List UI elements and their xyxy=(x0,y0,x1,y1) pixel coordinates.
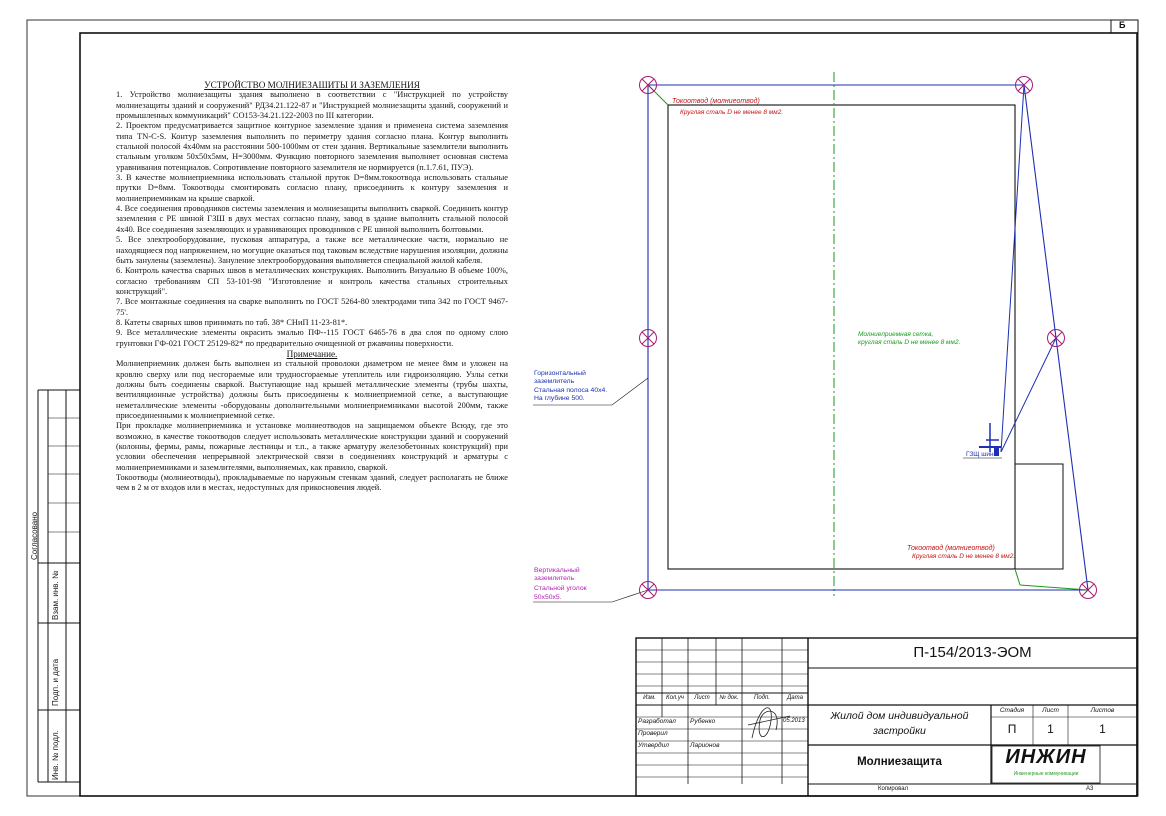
note-paragraph: 7. Все монтажные соединения на сварке выполнить по ГОСТ 5264-80 электродами типа 342 по ГОСТ 9467-75'. xyxy=(116,297,508,317)
label-steel-top: Круглая сталь D не менее 8 мм2. xyxy=(680,109,784,116)
header-sign: Подп. xyxy=(754,695,770,701)
copied-label: Копировал xyxy=(878,786,909,792)
note-paragraph: 5. Все электрооборудование, пусковая аппаратура, а также все металлические части, нормально не находящиеся под напряжением, но могущие оказаться под таковым вследствие нарушения изоляции, должны быть занулены (заземлены). Зануление электрооборудования выполняется специальной жилой кабеля. xyxy=(116,235,508,265)
note-paragraph: 4. Все соединения проводников системы заземления и молниезащиты выполнить сваркой. Соединить контур заземления с РЕ шиной ГЗШ в двух местах согласно плану, завод в здание выполнить стальной полосой 4х40. Все соединения заземляющих и уравнивающих проводников с РЕ шиной выполнить болтовыми. xyxy=(116,204,508,234)
note-paragraph: 3. В качестве молниеприемника использовать стальной пруток D=8мм.токоотвода использовать стальные прутки D=8мм. Токоотводы смонтировать согласно плану, присоединить к контуру заземления и молниеприемникам на крыше сваркой. xyxy=(116,173,508,203)
label-mesh-1: Молниеприемная сетка, xyxy=(858,331,934,338)
notes-title: УСТРОЙСТВО МОЛНИЕЗАШИТЫ И ЗАЗЕМЛЕНИЯ xyxy=(204,80,420,90)
company-logo: ИНЖИН xyxy=(1005,746,1087,768)
note-paragraph: 8. Катеты сварных швов принимать по таб. 38* СНиП 11-23-81*. xyxy=(116,317,348,327)
name-approved: Ларионов xyxy=(690,742,720,749)
date-mark: 05.2013 xyxy=(783,718,805,724)
stage-header: Стадия xyxy=(999,707,1025,714)
side-label-sign-date: Подп. и дата xyxy=(51,658,60,706)
header-date: Дата xyxy=(787,695,803,701)
note-paragraph: 1. Устройство молниезащиты здания выполнено в соответствии с "Инструкцией по устройству молниезащиты зданий и сооружений" РД34.21.122-87 и "Инструкцией молниезащиты зданий, сооружений и промышленных коммуникаций" СО153-34.21.122-2003 по III категории. xyxy=(116,90,508,121)
label-horiz-4: На глубине 500. xyxy=(534,395,585,402)
label-vert-1: Вертикальный xyxy=(534,567,580,574)
role-approved: Утвердил xyxy=(638,742,669,749)
rod-mr xyxy=(1048,330,1065,347)
grounding-plan xyxy=(533,72,1097,602)
remark-paragraph: При прокладке молниеприемника и установке молниеотводов на защищаемом объекте Всюду, где это возможно, в качестве токоотводов следует использовать металлические конструкции зданий и сооружений (колонны, фермы, рамы, пожарные лестницы и т.п., а также арматуру железобетонных конструкций) при условии обеспечения непрерывной электрической связи в соединениях конструкций и арматуры с молниеприемниками и заземлителями, выполняемых, как правило, сваркой. xyxy=(116,421,508,472)
sheet-header: Лист xyxy=(1042,707,1059,714)
header-list: Лист xyxy=(694,695,710,701)
document-code: П-154/2013-ЭОМ xyxy=(913,644,1032,661)
company-logo-subtitle: Инженерные коммуникации xyxy=(1013,771,1079,777)
label-gzsh: ГЗЩ шина xyxy=(966,451,998,458)
tokootvod-bottom-link-2 xyxy=(1020,585,1088,590)
tokootvod-bottom-link xyxy=(1015,569,1020,585)
sheet-corner-mark: Б xyxy=(1119,20,1126,30)
sheets-header: Листов xyxy=(1090,707,1115,714)
label-horiz-2: заземлитель xyxy=(534,378,575,385)
name-developed: Рубенко xyxy=(690,718,716,725)
object-name-line-2: застройки xyxy=(873,725,926,737)
label-tokootvod-bottom: Токоотвод (молниеотвод) xyxy=(907,545,995,552)
notes-column xyxy=(116,80,508,494)
role-checked: Проверил xyxy=(638,730,668,737)
contour-branch-2 xyxy=(1001,338,1056,452)
note-paragraph: 2. Проектом предусматривается защитное контурное заземление здания и применена система заземления типа TN-C-S. Контур заземления выполнить по периметру здания согласно плана. Контур выполнить стальной полосой 4х40мм на расстоянии 500-1000мм от стен здания. Вертикальные заземлители выполнить стальным уголком 50х50х5мм, H=3000мм. Функцию повторного заземления выполняет основная система уравнивания потенциалов. Сопротивление повторного заземлителя не нормируется (п.1.7.61, ПУЭ). xyxy=(116,121,508,172)
remark-paragraph: Молниеприемник должен быть выполнен из стальной проволоки диаметром не менее 8мм и уложен на кровлю сверху или под несгораемые или трудносгораемые утеплитель или гидроизоляцию. Узлы сетки должны быть соединены сваркой. Выступающие над крышей металлические элементы (трубы шахты, вентиляционные устройства) должны быть присоединены к молниеприемной сетке, а выступающие неметаллические элементы -оборудованы дополнительными молниеприемниками высотой 200мм, также присоединенными к молниеприемной сетке. xyxy=(116,359,508,420)
side-label-agreed: Согласовано xyxy=(30,511,39,560)
label-vert-2: заземлитель xyxy=(534,575,575,582)
stage-value: П xyxy=(1007,722,1017,736)
format-label: А3 xyxy=(1086,786,1094,792)
note-paragraph: 9. Все металлические элементы окрасить эмалью ПФ--115 ГОСТ 6465-76 в два слоя по одному слою грунтовки ГФ-021 ГОСТ 25129-82* по предварительно очищенной от ржавчины поверхности. xyxy=(116,328,508,348)
contour-branch xyxy=(1001,85,1024,452)
remark-title: Примечание. xyxy=(286,348,338,359)
label-tokootvod-top: Токоотвод (молниеотвод) xyxy=(672,98,760,105)
building-outline xyxy=(668,105,1015,569)
object-name-line-1: Жилой дом индивидуальной xyxy=(830,710,969,722)
header-doc-num: № док. xyxy=(719,695,739,701)
label-horiz-3: Стальная полоса 40х4. xyxy=(534,387,608,394)
sheets-value: 1 xyxy=(1099,722,1106,736)
label-steel-bottom: Круглая сталь D не менее 8 мм2. xyxy=(912,553,1016,560)
side-label-inv-orig: Инв. № подл. xyxy=(51,730,60,780)
side-label-replace-inv: Взам. инв. № xyxy=(51,570,60,620)
label-vert-3: Стальной уголок xyxy=(534,585,587,592)
header-izm: Изм. xyxy=(643,695,656,701)
label-mesh-2: круглая сталь D не менее 8 мм2. xyxy=(858,339,961,346)
drawing-title: Молниезащита xyxy=(857,756,942,768)
role-developed: Разработал xyxy=(638,718,676,725)
sheet-value: 1 xyxy=(1047,722,1054,736)
remark-paragraph: Токоотводы (молниеотводы), прокладываемые по наружным стенкам зданий, следует располагать не ближе чем в 2 м от входов или в местах, недоступных для прикосновения людей. xyxy=(116,473,508,493)
label-horiz-1: Горизонтальный xyxy=(534,370,586,377)
header-kol-uch: Кол.уч xyxy=(666,695,684,701)
label-vert-4: 50х50х5. xyxy=(534,594,562,601)
note-paragraph: 6. Контроль качества сварных швов в металлических конструкциях. Выполнить Визуально В объеме 100%, согласно требованиям СП 53-101-98 "Изготовление и контроль качества стальных строительных конструкций". xyxy=(116,266,508,296)
building-annex xyxy=(1015,464,1063,569)
